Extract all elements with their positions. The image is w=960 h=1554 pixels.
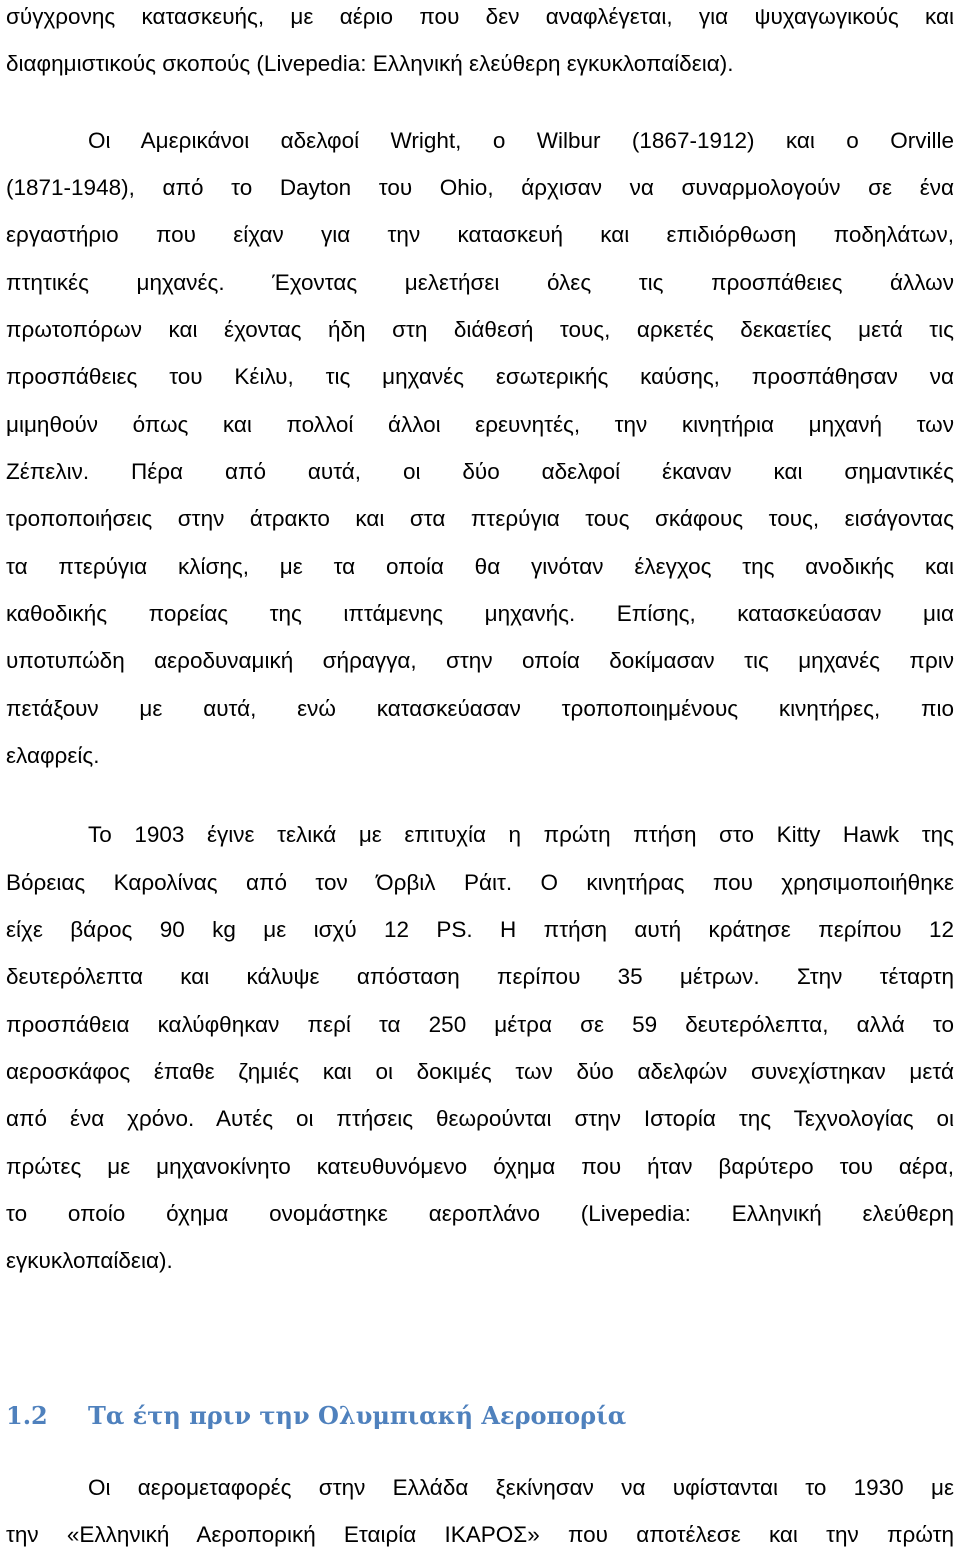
section-number: 1.2 — [6, 1401, 48, 1430]
paragraph-2-line-14: ελαφρείς. — [6, 743, 100, 768]
paragraph-2-line-6: προσπάθειες του Κέιλυ, τις μηχανές εσωτερικής καύσης, προσπάθησαν να — [6, 364, 954, 389]
paragraph-2-line-5: πρωτοπόρων και έχοντας ήδη στη διάθεσή τους, αρκετές δεκαετίες μετά τις — [6, 317, 954, 342]
paragraph-3-line-1: Το 1903 έγινε τελικά με επιτυχία η πρώτη πτήση στο Kitty Hawk της — [88, 822, 954, 847]
paragraph-2-line-1: Οι Αμερικάνοι αδελφοί Wright, ο Wilbur (1867-1912) και ο Orville — [88, 128, 954, 153]
paragraph-2-line-3: εργαστήριο που είχαν για την κατασκευή και επιδιόρθωση ποδηλάτων, — [6, 222, 954, 247]
paragraph-2-line-7: μιμηθούν όπως και πολλοί άλλοι ερευνητές, την κινητήρια μηχανή των — [6, 412, 954, 437]
paragraph-2-line-2: (1871-1948), από το Dayton του Ohio, άρχισαν να συναρμολογούν σε ένα — [6, 175, 954, 200]
paragraph-4-line-1: Οι αερομεταφορές στην Ελλάδα ξεκίνησαν να υφίστανται το 1930 με — [88, 1475, 954, 1500]
paragraph-2-line-13: πετάξουν με αυτά, ενώ κατασκεύασαν τροποποιημένους κινητήρες, πιο — [6, 696, 954, 721]
paragraph-2-line-8: Ζέπελιν. Πέρα από αυτά, οι δύο αδελφοί έκαναν και σημαντικές — [6, 459, 954, 484]
paragraph-3-line-5: προσπάθεια καλύφθηκαν περί τα 250 μέτρα σε 59 δευτερόλεπτα, αλλά το — [6, 1012, 954, 1037]
paragraph-1-line-1: σύγχρονης κατασκευής, με αέριο που δεν αναφλέγεται, για ψυχαγωγικούς και — [6, 4, 954, 29]
paragraph-3-line-3: είχε βάρος 90 kg με ισχύ 12 PS. Η πτήση αυτή κράτησε περίπου 12 — [6, 917, 954, 942]
section-title: Τα έτη πριν την Ολυμπιακή Αεροπορία — [88, 1401, 627, 1430]
paragraph-1-line-2: διαφημιστικούς σκοπούς (Livepedia: Ελληνική ελεύθερη εγκυκλοπαίδεια). — [6, 51, 734, 76]
paragraph-3-line-9: το οποίο όχημα ονομάστηκε αεροπλάνο (Livepedia: Ελληνική ελεύθερη — [6, 1201, 954, 1226]
paragraph-3-line-8: πρώτες με μηχανοκίνητο κατευθυνόμενο όχημα που ήταν βαρύτερο του αέρα, — [6, 1154, 954, 1179]
paragraph-3-line-7: από ένα χρόνο. Αυτές οι πτήσεις θεωρούνται στην Ιστορία της Τεχνολογίας οι — [6, 1106, 954, 1131]
paragraph-3-line-4: δευτερόλεπτα και κάλυψε απόσταση περίπου 35 μέτρων. Στην τέταρτη — [6, 964, 954, 989]
paragraph-3-line-10: εγκυκλοπαίδεια). — [6, 1248, 173, 1273]
paragraph-2-line-12: υποτυπώδη αεροδυναμική σήραγγα, στην οποία δοκίμασαν τις μηχανές πριν — [6, 648, 954, 673]
paragraph-2-line-10: τα πτερύγια κλίσης, με τα οποία θα γινόταν έλεγχος της ανοδικής και — [6, 554, 954, 579]
section-heading — [6, 1398, 954, 1434]
paragraph-2-line-11: καθοδικής πορείας της ιπτάμενης μηχανής. Επίσης, κατασκεύασαν μια — [6, 601, 954, 626]
paragraph-3-line-6: αεροσκάφος έπαθε ζημιές και οι δοκιμές των δύο αδελφών συνεχίστηκαν μετά — [6, 1059, 954, 1084]
paragraph-4-line-2: την «Ελληνική Αεροπορική Εταιρία ΙΚΑΡΟΣ» που αποτέλεσε και την πρώτη — [6, 1522, 954, 1547]
paragraph-2-line-4: πτητικές μηχανές. Έχοντας μελετήσει όλες τις προσπάθειες άλλων — [6, 270, 954, 295]
paragraph-2-line-9: τροποποιήσεις στην άτρακτο και στα πτερύγια τους σκάφους τους, εισάγοντας — [6, 506, 954, 531]
paragraph-3-line-2: Βόρειας Καρολίνας από τον Όρβιλ Ράιτ. Ο κινητήρας που χρησιμοποιήθηκε — [6, 870, 954, 895]
